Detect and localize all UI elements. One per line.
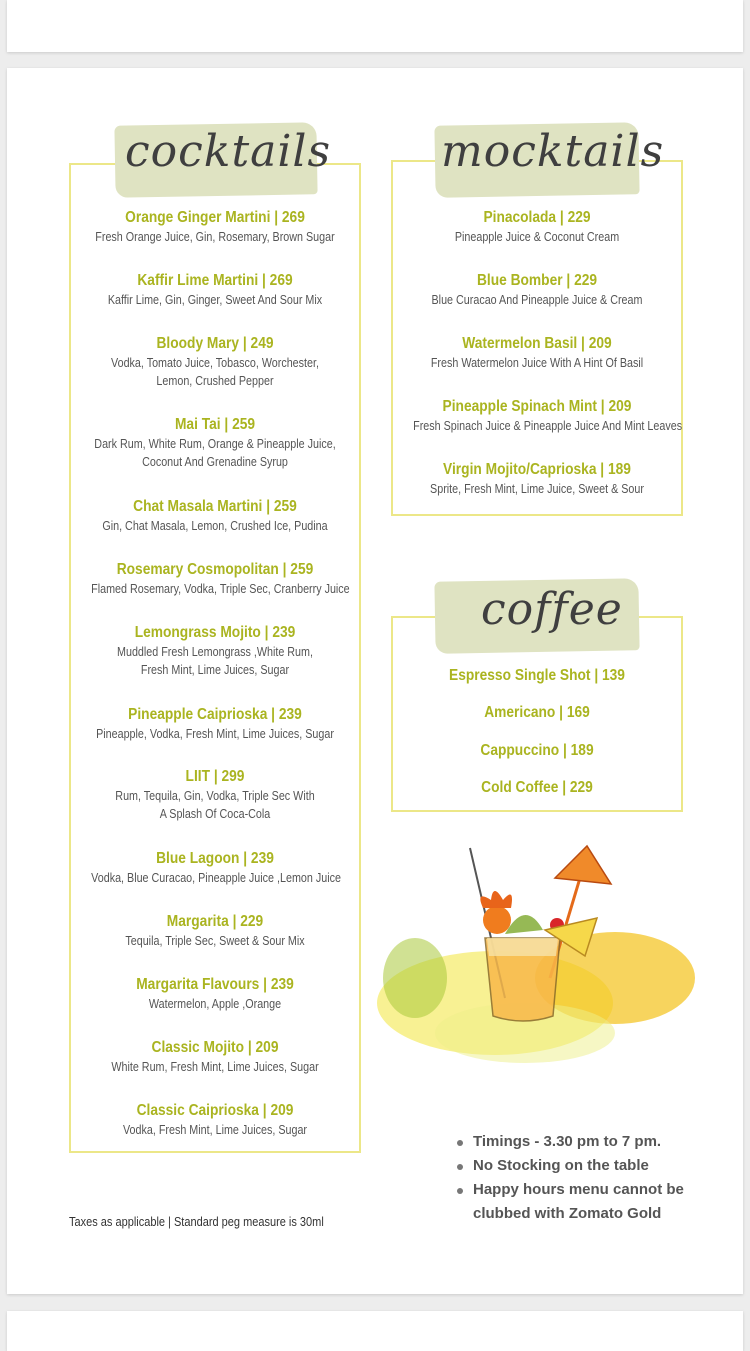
item-name: Margarita | 229 bbox=[166, 913, 264, 930]
menu-item bbox=[71, 623, 359, 679]
previous-page-card bbox=[7, 0, 743, 52]
footer-note: Taxes as applicable | Standard peg measure is 30ml bbox=[69, 1215, 324, 1229]
menu-item bbox=[393, 741, 681, 761]
mocktails-title: mocktails bbox=[441, 126, 665, 177]
menu-item bbox=[71, 415, 359, 471]
menu-item bbox=[393, 208, 681, 246]
item-name: Blue Lagoon | 239 bbox=[156, 850, 274, 867]
next-page-card bbox=[7, 1311, 743, 1351]
item-name: Classic Mojito | 209 bbox=[151, 1039, 279, 1056]
menu-item bbox=[71, 560, 359, 598]
item-name: Blue Bomber | 229 bbox=[476, 272, 598, 289]
menu-item bbox=[393, 397, 681, 435]
item-name: Margarita Flavours | 239 bbox=[136, 976, 294, 993]
item-name: LIIT | 299 bbox=[185, 768, 245, 785]
item-name: Kaffir Lime Martini | 269 bbox=[137, 272, 293, 289]
item-description: A Splash Of Coca-Cola bbox=[159, 807, 271, 821]
menu-item bbox=[71, 705, 359, 743]
menu-page bbox=[7, 68, 743, 1294]
item-description: Kaffir Lime, Gin, Ginger, Sweet And Sour Mix bbox=[107, 293, 323, 307]
item-name: Americano | 169 bbox=[484, 704, 590, 721]
item-description: Vodka, Fresh Mint, Lime Juices, Sugar bbox=[122, 1123, 308, 1137]
note-item: No Stocking on the table bbox=[453, 1154, 713, 1178]
menu-item bbox=[71, 767, 359, 823]
item-description: Flamed Rosemary, Vodka, Triple Sec, Cranberry Juice bbox=[91, 582, 350, 596]
menu-item bbox=[393, 666, 681, 686]
item-description: Vodka, Tomato Juice, Tobasco, Worchester, bbox=[111, 356, 319, 370]
item-name: Lemongrass Mojito | 239 bbox=[134, 624, 296, 641]
item-name: Classic Caiprioska | 209 bbox=[136, 1102, 294, 1119]
note-item: Timings - 3.30 pm to 7 pm. bbox=[453, 1130, 713, 1154]
item-name: Pinacolada | 229 bbox=[483, 209, 591, 226]
item-description: Dark Rum, White Rum, Orange & Pineapple Juice, bbox=[94, 437, 336, 451]
item-name: Cappuccino | 189 bbox=[480, 742, 594, 759]
cocktails-title: cocktails bbox=[125, 126, 332, 177]
item-description: White Rum, Fresh Mint, Lime Juices, Sugar bbox=[111, 1060, 319, 1074]
item-description: Sprite, Fresh Mint, Lime Juice, Sweet & Sour bbox=[430, 482, 644, 496]
menu-item bbox=[71, 1038, 359, 1076]
menu-item bbox=[71, 208, 359, 246]
item-name: Virgin Mojito/Caprioska | 189 bbox=[443, 461, 631, 478]
item-description: Muddled Fresh Lemongrass ,White Rum, bbox=[117, 645, 313, 659]
item-description: Coconut And Grenadine Syrup bbox=[142, 455, 288, 469]
item-name: Chat Masala Martini | 259 bbox=[133, 498, 297, 515]
item-description: Fresh Orange Juice, Gin, Rosemary, Brown Sugar bbox=[95, 230, 335, 244]
menu-item bbox=[71, 975, 359, 1013]
item-description: Blue Curacao And Pineapple Juice & Cream bbox=[431, 293, 643, 307]
item-description: Fresh Mint, Lime Juices, Sugar bbox=[140, 663, 290, 677]
item-description: Pineapple Juice & Coconut Cream bbox=[454, 230, 620, 244]
item-name: Bloody Mary | 249 bbox=[156, 335, 274, 352]
item-description: Pineapple, Vodka, Fresh Mint, Lime Juices, Sugar bbox=[96, 727, 334, 741]
menu-item bbox=[393, 460, 681, 498]
item-description: Rum, Tequila, Gin, Vodka, Triple Sec With bbox=[115, 789, 315, 803]
item-description: Watermelon, Apple ,Orange bbox=[148, 997, 282, 1011]
item-name: Pineapple Spinach Mint | 209 bbox=[442, 398, 632, 415]
item-name: Rosemary Cosmopolitan | 259 bbox=[116, 561, 314, 578]
menu-item bbox=[393, 703, 681, 723]
menu-item bbox=[393, 778, 681, 798]
item-description: Fresh Spinach Juice & Pineapple Juice And Mint Leaves bbox=[413, 419, 683, 433]
item-description: Gin, Chat Masala, Lemon, Crushed Ice, Pudina bbox=[102, 519, 328, 533]
item-name: Orange Ginger Martini | 269 bbox=[125, 209, 305, 226]
item-description: Tequila, Triple Sec, Sweet & Sour Mix bbox=[125, 934, 305, 948]
cocktail-illustration bbox=[375, 838, 700, 1088]
menu-item bbox=[71, 271, 359, 309]
menu-item bbox=[71, 334, 359, 390]
item-description: Vodka, Blue Curacao, Pineapple Juice ,Lemon Juice bbox=[91, 871, 341, 885]
item-name: Mai Tai | 259 bbox=[174, 416, 256, 433]
item-name: Cold Coffee | 229 bbox=[481, 779, 593, 796]
menu-item bbox=[71, 849, 359, 887]
notes-list bbox=[453, 1130, 713, 1226]
menu-item bbox=[393, 271, 681, 309]
item-name: Watermelon Basil | 209 bbox=[462, 335, 612, 352]
item-name: Pineapple Caiprioska | 239 bbox=[128, 706, 302, 723]
menu-item bbox=[71, 497, 359, 535]
item-description: Fresh Watermelon Juice With A Hint Of Basil bbox=[430, 356, 644, 370]
note-item: Happy hours menu cannot be clubbed with Zomato Gold bbox=[453, 1178, 713, 1226]
coffee-title: coffee bbox=[481, 584, 623, 635]
menu-item bbox=[71, 912, 359, 950]
item-description: Lemon, Crushed Pepper bbox=[156, 374, 274, 388]
menu-item bbox=[71, 1101, 359, 1139]
item-name: Espresso Single Shot | 139 bbox=[449, 667, 625, 684]
menu-item bbox=[393, 334, 681, 372]
